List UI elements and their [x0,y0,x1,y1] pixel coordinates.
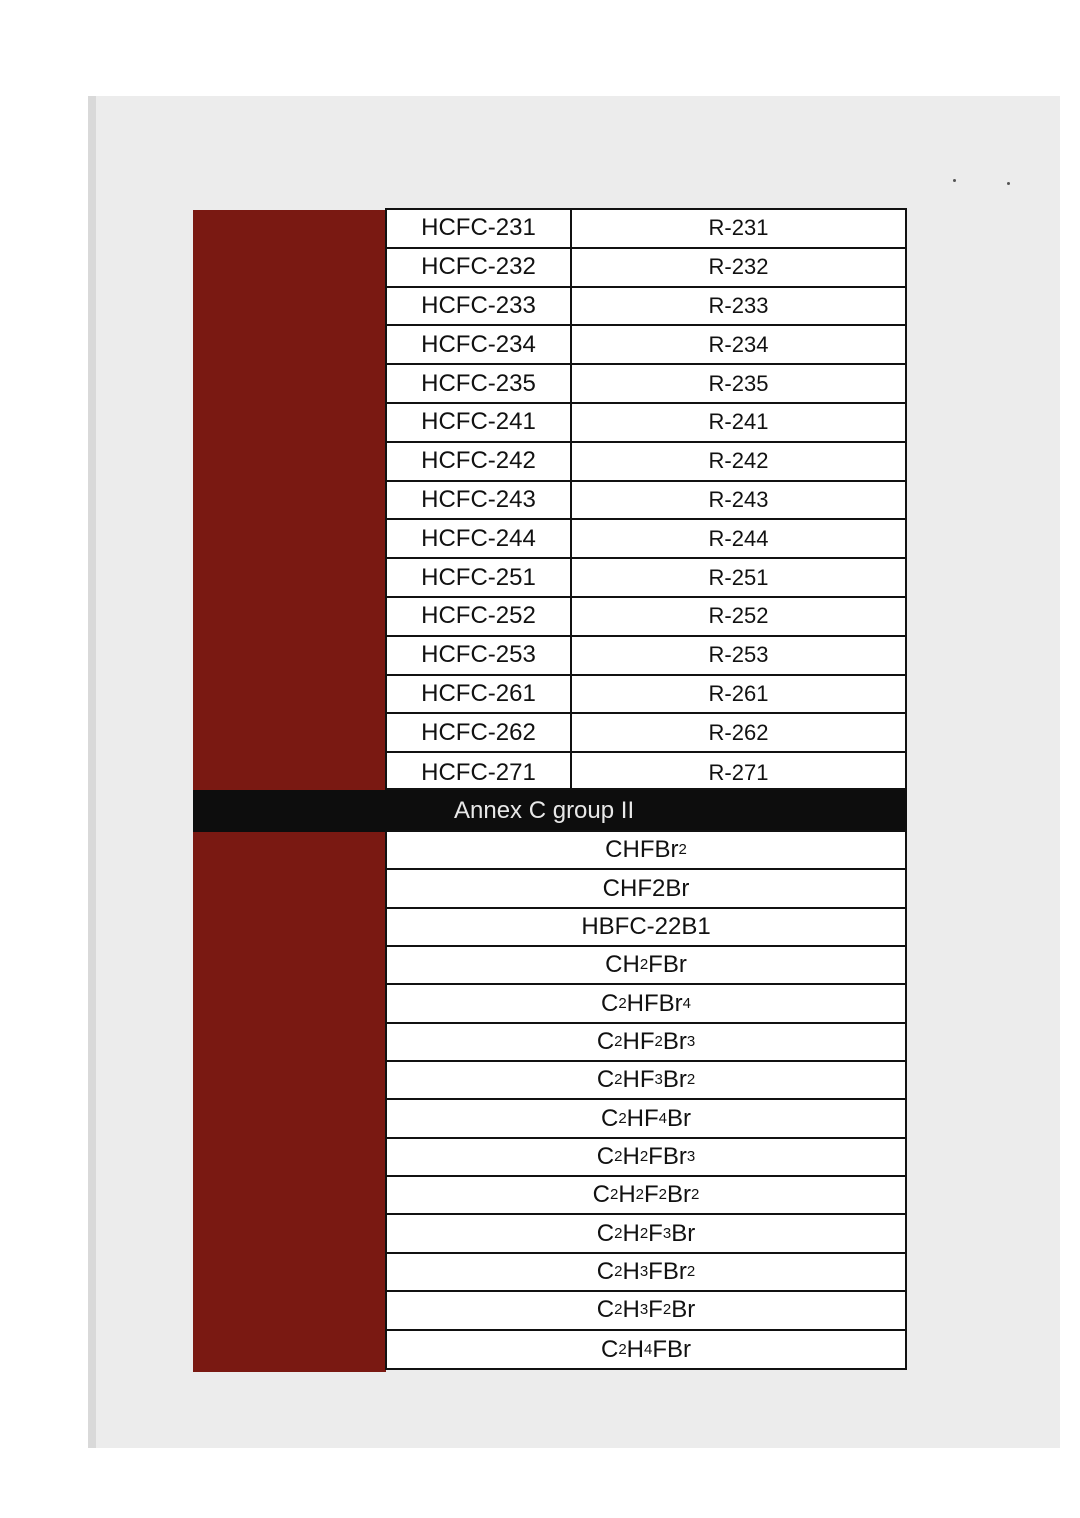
table-row [387,482,905,521]
hcfc-code-cell: HCFC-251 [387,559,572,596]
chemical-formula-cell: HBFC-22B1 [581,912,711,940]
chemical-formula-cell: C 2 H 2 FBr 3 [596,1142,696,1170]
table-row [387,249,905,288]
table-row [387,1100,905,1138]
hcfc-code-cell: HCFC-244 [387,520,572,557]
table-row [387,1024,905,1062]
table-row [387,870,905,908]
refrigerant-number-cell: R-241 [708,409,769,435]
table-row [387,1216,905,1254]
chemical-formula-cell: C 2 H 4 FBr [600,1335,692,1363]
chemical-formula-cell: C 2 HF 2 Br 3 [596,1027,696,1055]
chemical-formula-cell: CHFBr 2 [605,836,687,864]
hcfc-code-cell: HCFC-241 [387,404,572,441]
refrigerant-number-cell: R-243 [708,486,769,512]
refrigerant-number-cell: R-235 [708,370,769,396]
refrigerant-number-cell: R-244 [708,525,769,551]
table-row [387,909,905,947]
table-row [387,520,905,559]
hcfc-code-cell: HCFC-271 [387,753,572,792]
refrigerant-number-cell: R-233 [708,292,769,318]
chemical-formula-cell: C 2 H 2 F 2 Br 2 [592,1181,700,1209]
table-row [387,559,905,598]
table-row [387,832,905,870]
hcfc-code-cell: HCFC-235 [387,365,572,402]
hcfc-code-cell: HCFC-243 [387,482,572,519]
table-row [387,753,905,792]
table-row [387,326,905,365]
hcfc-code-cell: HCFC-262 [387,714,572,751]
table-row [387,1139,905,1177]
chemical-formula-cell: CHF2Br [602,874,690,902]
annex-c-group-two-header [193,790,907,832]
refrigerant-number-cell: R-262 [708,719,769,745]
table-row [387,637,905,676]
table-row [387,714,905,753]
chemical-formula-cell: CH 2 FBr [605,951,687,979]
group-one-table [385,208,907,790]
table-row [387,1062,905,1100]
refrigerant-number-cell: R-261 [708,680,769,706]
hcfc-code-cell: HCFC-253 [387,637,572,674]
hcfc-code-cell: HCFC-242 [387,443,572,480]
chemical-formula-cell: C 2 H 2 F 3 Br [596,1219,696,1247]
scan-speck [1007,182,1010,185]
hcfc-code-cell: HCFC-234 [387,326,572,363]
refrigerant-number-cell: R-231 [708,215,769,241]
table-row [387,1254,905,1292]
group-two-side-band [193,832,386,1372]
table-row [387,1331,905,1369]
chemical-formula-cell: C 2 H 3 FBr 2 [596,1258,696,1286]
group-header-label: Annex C group II [454,797,635,824]
table-row [387,676,905,715]
hcfc-code-cell: HCFC-252 [387,598,572,635]
chemical-formula-cell: C 2 HFBr 4 [600,989,692,1017]
refrigerant-number-cell: R-251 [708,564,769,590]
table-row [387,365,905,404]
hcfc-code-cell: HCFC-231 [387,210,572,247]
refrigerant-number-cell: R-234 [708,331,769,357]
group-one-side-band [193,210,386,790]
chemical-formula-cell: C 2 HF 4 Br [600,1104,692,1132]
table-row [387,985,905,1023]
hcfc-code-cell: HCFC-232 [387,249,572,286]
table-row [387,443,905,482]
refrigerant-number-cell: R-252 [708,603,769,629]
refrigerant-number-cell: R-232 [708,254,769,280]
table-row [387,404,905,443]
chemical-formula-cell: C 2 HF 3 Br 2 [596,1066,696,1094]
table-row [387,598,905,637]
table-row [387,210,905,249]
refrigerant-number-cell: R-271 [708,759,769,785]
refrigerant-number-cell: R-253 [708,642,769,668]
table-row [387,1292,905,1330]
table-row [387,1177,905,1215]
group-two-table [385,830,907,1370]
hcfc-code-cell: HCFC-261 [387,676,572,713]
hcfc-code-cell: HCFC-233 [387,288,572,325]
scan-speck [953,179,956,182]
table-row [387,947,905,985]
chemical-formula-cell: C 2 H 3 F 2 Br [596,1296,696,1324]
refrigerant-number-cell: R-242 [708,448,769,474]
table-row [387,288,905,327]
